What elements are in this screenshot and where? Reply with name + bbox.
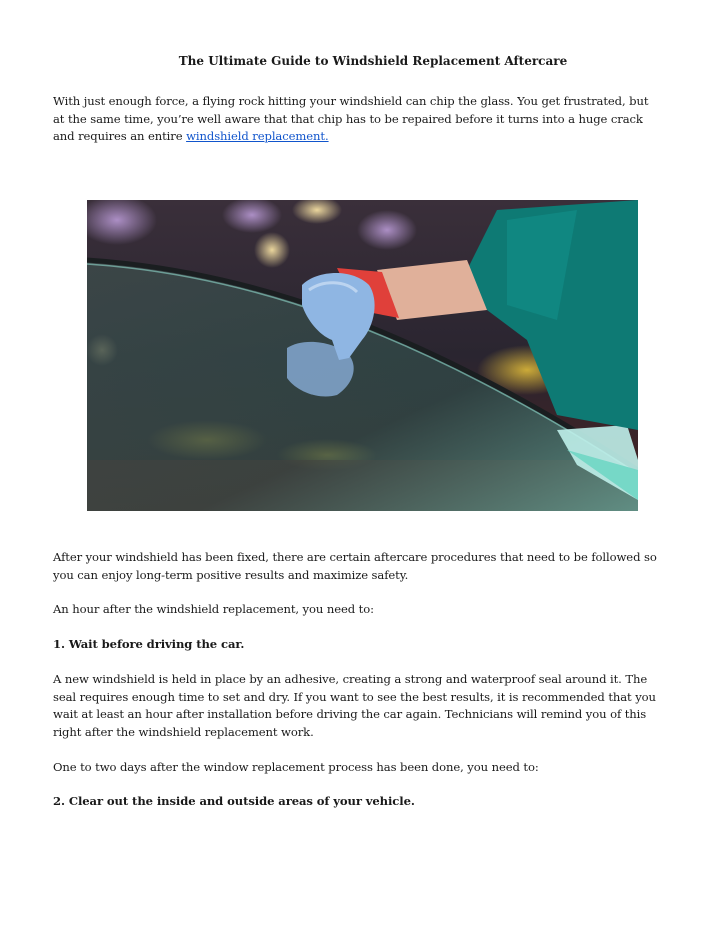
intro-text: With just enough force, a flying rock hitting your windshield can chip the glass. You get frustrated, but at the same time, you’re well aware that that chip has to be repaired before it turns into a huge crack and requires an entire	[53, 94, 649, 143]
days-after-paragraph: One to two days after the window replacement process has been done, you need to:	[53, 760, 539, 774]
step-2-heading: 2. Clear out the inside and outside areas of your vehicle.	[53, 794, 415, 808]
aftercare-intro-paragraph: After your windshield has been fixed, there are certain aftercare procedures that need to be followed so you can enjoy long-term positive results and maximize safety.	[53, 550, 657, 582]
adhesive-paragraph: A new windshield is held in place by an adhesive, creating a strong and waterproof seal around it. The seal requires enough time to set and dry. If you want to see the best results, it is recommended that you wait at least an hour after installation before driving the car again. Technicians will remind you of this right after the windshield replacement work.	[53, 672, 656, 739]
photo-illustration	[87, 200, 638, 511]
hour-after-paragraph: An hour after the windshield replacement, you need to:	[53, 602, 374, 616]
windshield-replacement-link[interactable]: windshield replacement.	[186, 129, 329, 143]
windshield-installation-photo	[87, 200, 638, 511]
step-1-heading: 1. Wait before driving the car.	[53, 637, 245, 651]
document-title: The Ultimate Guide to Windshield Replacement Aftercare	[178, 54, 568, 68]
intro-paragraph	[53, 93, 663, 146]
